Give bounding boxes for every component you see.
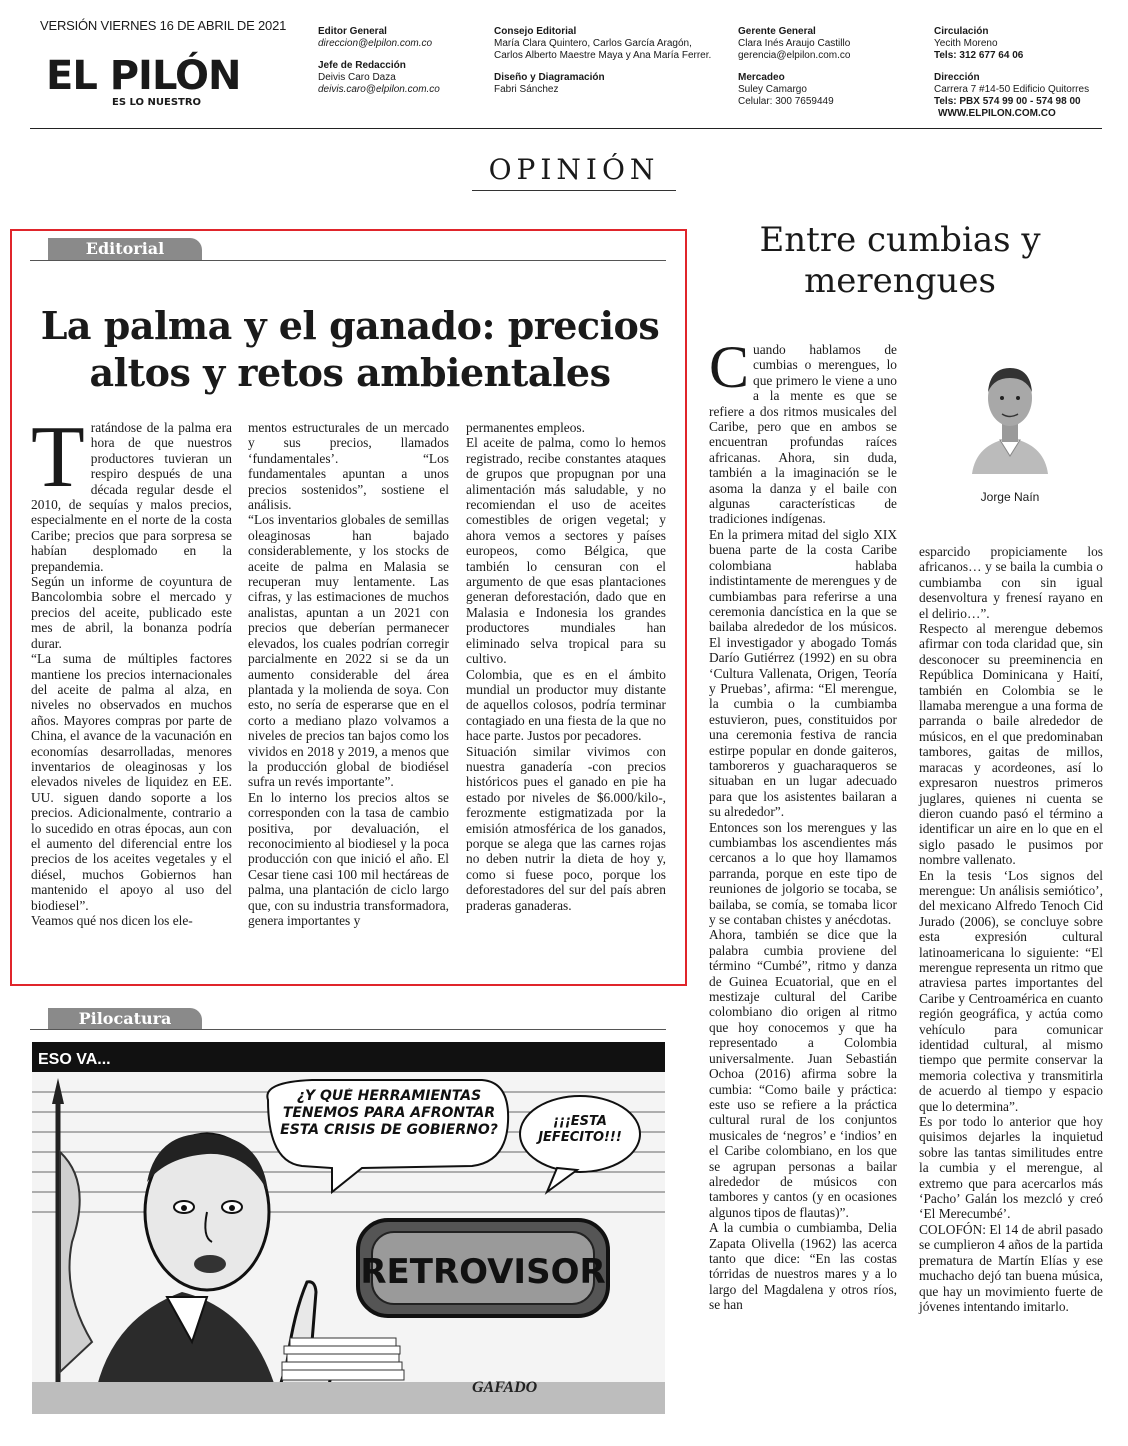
opinion-column-1: [709, 334, 897, 1313]
pilocatura-label: Pilocatura: [48, 1008, 202, 1030]
diseno-title: Diseño y Diagramación: [494, 72, 605, 83]
masthead-gerente-block: [738, 26, 908, 108]
cartoon-banner: [32, 1042, 665, 1072]
opinion-paragraph: En la primera mitad del siglo XIX buena parte de la costa Caribe colombiana hablaba indistintamente de merengues y de cumbiambas para referirse a una ceremonia dancística en la que se bailaba alrededor de los músicos. El investigador y abogado Tomás Darío Gutiérrez (1992) en su obra ‘Cultura Vallenata, Origen, Teoría y Pruebas’, afirma: “El merengue, la cumbia o la cumbiamba estuvieron, pues, constituidos por una ceremonia festiva de rancia estirpe popular en donde gaiteros, tamboreros y guacharaqueros se situaban en un lugar adecuado para que los asistentes bailaran a su alrededor”.: [709, 526, 897, 820]
retrovisor-sign-text: RETROVISOR: [360, 1252, 606, 1292]
gerente-email: gerencia@elpilon.com.co: [738, 50, 851, 61]
opinion-paragraph: En la tesis ‘Los signos del merengue: Un análisis semiótico’, del mexicano Alfredo Tenoch Cid Jurado (2006), se concluye sobre esta expresión cultural latinoamericana lo siguiente: “El merengue representa un ritmo que atraviesa partes importantes del Caribe y Centroamérica en cuanto región geográfica, y actúa como vehículo para comunicar identidad cultural, al mismo tiempo que permite conservar la memoria colectiva y transmitirla de acuerdo al tiempo y espacio que lo determina”.: [919, 867, 1103, 1114]
website-link[interactable]: WWW.ELPILON.COM.CO: [938, 108, 1056, 119]
mercadeo-name: Suley Camargo: [738, 84, 807, 95]
cartoonist-signature: GAFADO: [472, 1379, 538, 1396]
opinion-paragraph: Entonces son los merengues y las cumbiambas los ascendientes más cercanos a lo que hoy llamamos parranda, porque en este tipo de reuniones de jolgorio se tocaba, se bailaba, se comía, se tomaba licor y se contaban chistes y anécdotas.: [709, 819, 897, 928]
editorial-paragraph: “Los inventarios globales de semillas oleaginosas han bajado considerablemente, y los stocks de aceite de palma en Malasia se recuperan muy lentamente. Las cifras, y las estimaciones de muchos analistas, apuntan a un 2021 con precios que deberían permanecer elevados, los cuales podrían corregir parcialmente en 2022 si se da un aumento considerable del área plantada y la molienda de soya. Con esto, no sería de esperarse que en el corto a mediano plazo volvamos a niveles de precios tan bajos como los vividos en 2018 y 2019, a menos que la producción global de biodiésel sufra un revés importante”.: [248, 512, 449, 790]
editorial-column-2: [248, 420, 449, 928]
speech-bubble-2-text: ¡¡¡ESTA JEFECITO!!!: [538, 1114, 622, 1145]
circulacion-title: Circulación: [934, 26, 989, 37]
direccion-title: Dirección: [934, 72, 980, 83]
pilocatura-label-rule: [30, 1029, 666, 1030]
editorial-column-3: [466, 420, 666, 913]
editorial-cartoon: [32, 1042, 665, 1414]
opinion-paragraph: Ahora, también se dice que la palabra cumbia proviene del término “Cumbé”, ritmo y danza de Guinea Ecuatorial, que en el mestizaje cultural del Caribe colombiano dio origen al ritmo que hoy conocemos y que ha representado a Colombia universalmente. Juan Sebastián Ochoa (2016) afirma sobre la cumbia: “Como baile y práctica: este uso se refiere a la práctica cultural rural de los conjuntos musicales de ‘negros’ e ‘indios’ en el Caribe colombiano, en los que se agrupan personas a bailar alrededor de músicos con tambores y cantos (y en ocasiones algunos tipos de flautas)”.: [709, 927, 897, 1220]
opinion-paragraph: uando hablamos de cumbias o merengues, lo que primero le viene a uno a la mente es que se refiere a dos ritmos musicales del Caribe, pero que en ambos se encuentran profundas raíces africanas. Ahora, sin duda, también a la imaginación se le asoma la danza y el baile con algunas características de tradiciones indígenas.: [709, 342, 897, 527]
consejo-title: Consejo Editorial: [494, 26, 577, 37]
redaccion-title: Jefe de Redacción: [318, 60, 406, 71]
editorial-label-rule: [30, 260, 666, 261]
editorial-paragraph: “La suma de múltiples factores mantiene los precios internacionales del aceite de palma al alza, en niveles no observados en muchos años. Mayores compras por parte de China, el avance de la vacunación en economías desarrolladas, menores inventarios de oleaginosas y los elevados niveles de liquidez en EE. UU. siguen dando soporte a los precios. Adicionalmente, contrario a lo sucedido en otras épocas, aun con el aumento del diferencial entre los precios de los aceites vegetales y el diésel, muchos Gobiernos han mantenido el apoyo al uso del biodiesel”.: [31, 651, 232, 913]
editorial-paragraph: Según un informe de coyuntura de Bancolombia sobre el mercado y precios del aceite, publicado este mes de abril, la bonanza podría durar.: [31, 574, 232, 651]
editorial-paragraph: mentos estructurales de un mercado y sus precios, llamados ‘fundamentales’. “Los fundamentales apuntan a unos precios sostenidos”, sostiene el análisis.: [248, 420, 449, 513]
opinion-column-2: [919, 544, 1103, 1314]
speech-bubble-1-text: ¿Y QUÉ HERRAMIENTAS TENEMOS PARA AFRONTAR ESTA CRISIS DE GOBIERNO?: [280, 1088, 498, 1138]
editorial-paragraph: Colombia, que es en el ámbito mundial un productor muy distante de aquellos colosos, podría terminar contagiado en una fiesta de la que no hace parte. Justos por pecadores.: [466, 666, 666, 744]
mercadeo-title: Mercadeo: [738, 72, 785, 83]
retrovisor-mirror: [358, 1220, 608, 1316]
opinion-dropcap: C: [709, 334, 750, 400]
opinion-headline: Entre cumbias y merengues: [759, 220, 1041, 301]
cartoon-banner-text: ESO VA...: [38, 1051, 111, 1068]
opinion-paragraph: COLOFÓN: El 14 de abril pasado se cumplieron 4 años de la partida prematura de Martín Elías y ese muchacho dejó tan buena música, que hay un movimiento fuerte de jóvenes intentando imitarlo.: [919, 1221, 1103, 1314]
mercadeo-phone: Celular: 300 7659449: [738, 96, 834, 107]
masthead-editor-block: [318, 26, 478, 96]
masthead-consejo-block: [494, 26, 712, 96]
opinion-paragraph: A la cumbia o cumbiamba, Delia Zapata Olivella (1962) las acerca tanto que dice: “En las costas tórridas de nuestros mares y a lo largo del Magdalena y otros ríos, se han: [709, 1220, 897, 1313]
editorial-paragraph: El aceite de palma, como lo hemos registrado, recibe constantes ataques de grupos que propugnan por una alimentación más saludable, y no recomiendan el uso de aceites comestibles de origen vegetal; y ahora vemos a sectores y países europeos, como Bélgica, que también lo censuran con el argumento de que esas plantaciones generan deforestación, dado que en Malasia e Indonesia los grandes productores mundiales han eliminado selva tropical para su cultivo.: [466, 435, 666, 667]
direccion-phone: Tels: PBX 574 99 00 - 574 98 00: [934, 96, 1081, 107]
edition-date: VERSIÓN VIERNES 16 DE ABRIL DE 2021: [40, 18, 287, 33]
redaccion-name: Deivis Caro Daza: [318, 72, 396, 83]
editorial-paragraph: ratándose de la palma era hora de que nuestros productores tuvieran un respiro después de una década regular desde el 2010, de sequías y malos precios, especialmente en el norte de la costa Caribe; precios que para sorpresa se habían desplomado en la prepandemia.: [31, 420, 232, 574]
opinion-paragraph: Es por todo lo anterior que hoy quisimos dejarles la inquietud sobre las tantas similitudes entre la cumbia y el merengue, al extremo que para acercarlos más ‘Pacho’ Galán los mezcló y creó ‘El Merecumbé’.: [919, 1114, 1103, 1222]
opinion-paragraph: esparcido propiciamente los africanos… y se baila la cumbia o cumbiamba con sin igual desenvoltura y frenesí rayano en el delirio…”.: [919, 544, 1103, 621]
circulacion-phone: Tels: 312 677 64 06: [934, 50, 1024, 61]
author-photo: [968, 352, 1052, 474]
gerente-title: Gerente General: [738, 26, 816, 37]
direccion-address: Carrera 7 #14-50 Edificio Quitorres: [934, 84, 1090, 95]
masthead-circulacion-block: [934, 26, 1114, 120]
editor-email: direccion@elpilon.com.co: [318, 38, 433, 49]
newspaper-slogan: ES LO NUESTRO: [112, 97, 202, 108]
editorial-headline: La palma y el ganado: precios altos y retos ambientales: [40, 303, 660, 395]
gerente-name: Clara Inés Araujo Castillo: [738, 38, 851, 49]
diseno-name: Fabri Sánchez: [494, 84, 559, 95]
editorial-paragraph: Situación similar vivimos con nuestra ganadería -con precios históricos pues el ganado en pie ha estado por niveles de $6.000/kilo-, ferozmente estigmatizada por la emisión atmosférica de los ganados, porque se alega que las carnes rojas no deben nutrir la dieta de hoy y, como si fuese poco, porque los deforestadores del sur del país abren praderas ganaderas.: [466, 743, 666, 913]
circulacion-name: Yecith Moreno: [934, 38, 998, 49]
editorial-label: Editorial: [48, 238, 202, 260]
consejo-names: María Clara Quintero, Carlos García Aragón, Carlos Alberto Maestre Maya y Ana María Ferrer.: [494, 38, 712, 61]
section-underline: [472, 190, 676, 191]
editorial-paragraph: permanentes empleos.: [466, 420, 585, 435]
masthead-rule: [30, 128, 1102, 129]
opinion-paragraph: Respecto al merengue debemos afirmar con toda claridad que, sin desconocer su preeminencia en República Dominicana y Haití, también en Colombia se le llamaba merengue a una forma de parranda o baile alrededor de músicos, en el que predominaban tambores, gaitas de millos, maracas y acordeones, así lo expresaron nuestros primeros juglares, quienes ni cuenta se dieron cuando pasó el término a identificar un aire en lo que en el siglo pasado le pusimos por nombre vallenato.: [919, 621, 1103, 868]
editorial-dropcap: T: [31, 409, 85, 506]
editorial-paragraph: Veamos qué nos dicen los ele-: [31, 913, 193, 928]
newspaper-logo: EL PILÓN: [46, 53, 241, 99]
section-title: OPINIÓN: [488, 153, 660, 186]
editorial-paragraph: En lo interno los precios altos se corresponden con la tasa de cambio positiva, por devaluación, el reconocimiento al biodiesel y la poca producción con que inició el año. El Cesar tiene casi 100 mil hectáreas de palma, una plantación de ciclo largo que, con su industria transformadora, genera importantes y: [248, 789, 449, 928]
editor-title: Editor General: [318, 26, 387, 37]
author-name: Jorge Naín: [980, 490, 1040, 504]
editorial-column-1: [31, 409, 232, 928]
redaccion-email: deivis.caro@elpilon.com.co: [318, 84, 440, 95]
